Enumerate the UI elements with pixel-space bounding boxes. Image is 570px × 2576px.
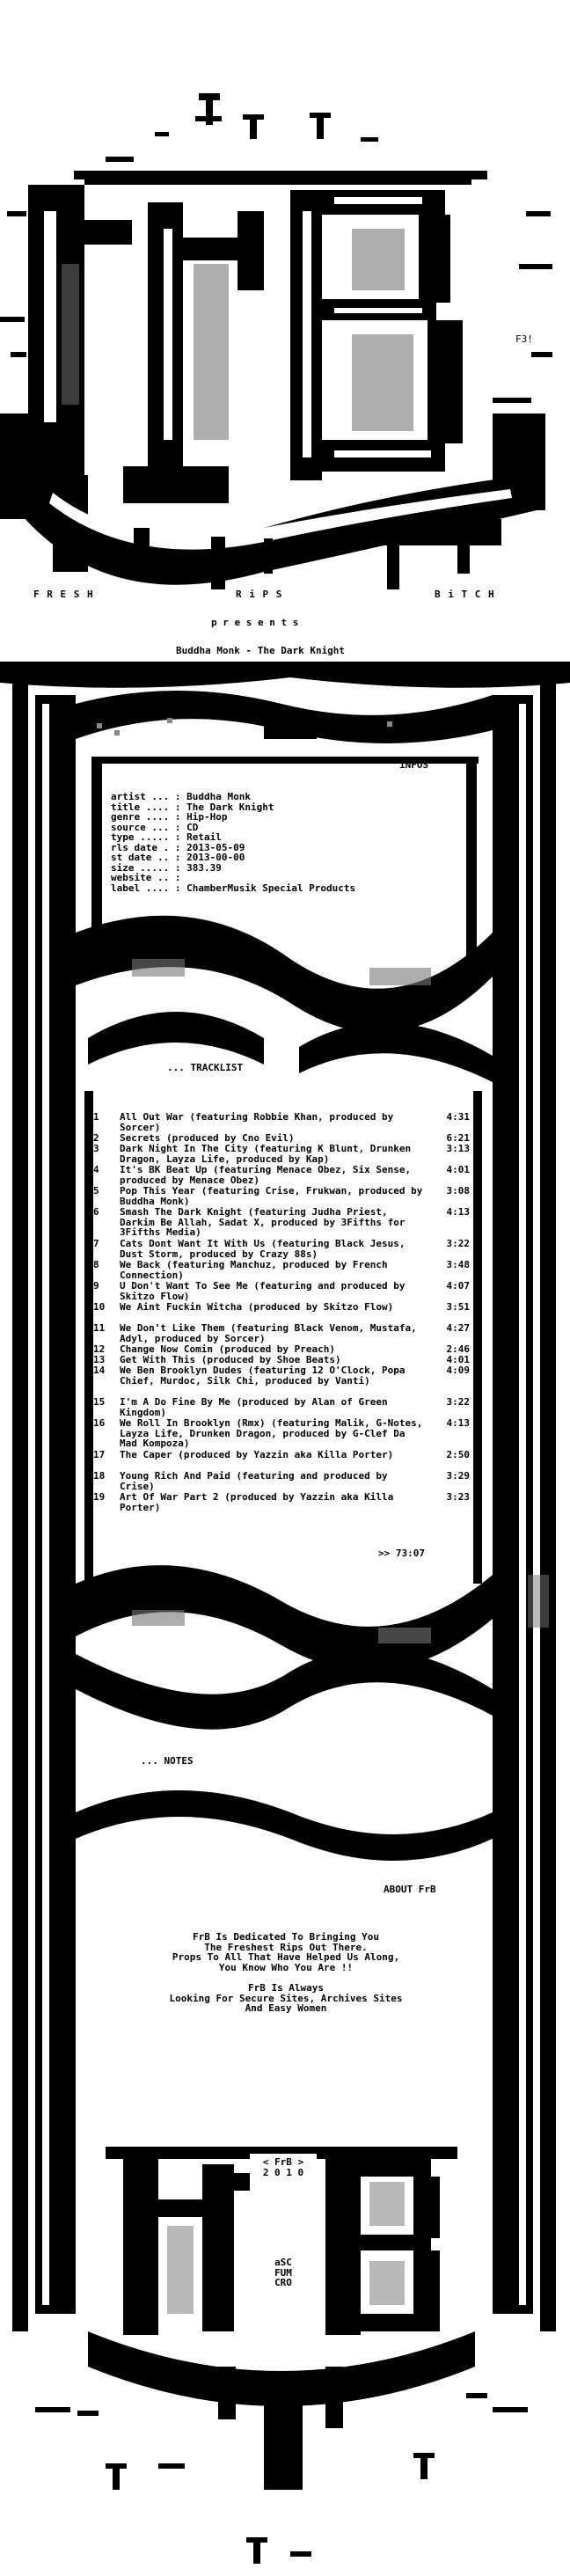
about-line: Props To All That Have Helped Us Along, — [172, 1951, 400, 1963]
swirl-band-tracklist-top — [76, 916, 493, 1082]
about-line: Looking For Secure Sites, Archives Sites — [169, 1992, 403, 2004]
infos-section-label: iNFOS — [399, 759, 429, 771]
infos-table — [111, 792, 463, 893]
track-row: 6 Smash The Dark Knight (featuring Judha Priest, Darkim Be Allah, Sadat X, produced by 3Fifths for 3Fifths Media) 4:13 — [93, 1206, 470, 1238]
track-row: 2 Secrets (produced by Cno Evil) 6:21 — [93, 1132, 470, 1144]
swirl-band-about — [76, 1790, 493, 1861]
info-row-source: source ... : CD — [111, 821, 199, 833]
info-row-title: title .... : The Dark Knight — [111, 801, 274, 813]
about-line: FrB Is Always — [247, 1982, 325, 1994]
track-row: 14 We Ben Brooklyn Dudes (featuring 12 O'Clock, Popa Chief, Murdoc, Silk Chi, produced by Vanti) 4:09 — [93, 1365, 470, 1387]
about-text-dedication — [106, 1932, 466, 1972]
track-row: 18 Young Rich And Paid (featuring and produced by Crise) 3:29 — [93, 1470, 470, 1492]
info-row-size: size ..... : 383.39 — [111, 861, 222, 874]
track-row: 10 We Aint Fuckin Witcha (produced by Skitzo Flow) 3:51 — [93, 1301, 470, 1313]
info-row-rls-date: rls date . : 2013-05-09 — [111, 841, 245, 853]
track-row: 5 Pop This Year (featuring Crise, Frukwan, produced by Buddha Monk) 3:08 — [93, 1185, 470, 1207]
info-row-type: type ..... : Retail — [111, 831, 222, 843]
footer-badge — [250, 2157, 317, 2177]
track-row: 11 We Don't Like Them (featuring Black Venom, Mustafa, Adyl, produced by Sorcer) 4:27 — [93, 1322, 470, 1344]
credit-line: FUM — [274, 2266, 292, 2279]
track-row: 13 Get With This (produced by Shoe Beats) 4:01 — [93, 1354, 470, 1365]
about-section-label: ABOUT FrB — [384, 1884, 436, 1895]
swirl-band-infos-top — [76, 691, 493, 743]
info-row-st-date: st date .. : 2013-00-00 — [111, 852, 245, 863]
top-glyph-cluster — [106, 93, 378, 162]
track-row: 1 All Out War (featuring Robbie Khan, produced by Sorcer) 4:31 — [93, 1111, 470, 1133]
tracklist-section-label: ... TRACKLIST — [167, 1062, 244, 1073]
track-row: 19 Art Of War Part 2 (produced by Yazzin aka Killa Porter) 3:23 — [93, 1491, 470, 1513]
about-line: The Freshest Rips Out There. — [204, 1941, 368, 1953]
info-row-website: website .. : — [111, 872, 181, 883]
info-row-label: label .... : ChamberMusik Special Products — [111, 882, 356, 894]
footer-badge-name: < FrB > — [262, 2156, 304, 2168]
track-row: 16 We Roll In Brooklyn (Rmx) (featuring Malik, G-Notes, Layza Life, Drunken Dragon, produced by G-Clef Da Mad Kompoza) 4:13 — [93, 1417, 470, 1449]
notes-section-label: ... NOTES — [141, 1755, 194, 1767]
bottom-drips — [35, 2367, 528, 2564]
track-row: 17 The Caper (produced by Yazzin aka Killa Porter) 2:50 — [93, 1449, 470, 1460]
track-row: 7 Cats Dont Want It With Us (featuring Black Jesus, Dust Storm, produced by Crazy 88s) 3:22 — [93, 1238, 470, 1260]
track-row: 8 We Back (featuring Manchuz, produced by French Connection) 3:48 — [93, 1259, 470, 1281]
swirl-band-notes-top — [76, 1565, 493, 1730]
presents-label: p r e s e n t s — [211, 617, 299, 628]
tracklist-total-time: >> 73:07 — [378, 1548, 425, 1559]
crew-word-bitch: B i T C H — [435, 589, 495, 600]
about-line: And Easy Women — [245, 2002, 327, 2014]
header-tag: F3! — [515, 333, 533, 345]
about-text-looking-for — [106, 1983, 466, 2014]
credit-line: CRO — [274, 2277, 292, 2288]
about-line: You Know Who You Are !! — [218, 1961, 354, 1973]
footer-artist-credit — [260, 2258, 306, 2288]
about-line: FrB Is Dedicated To Bringing You — [193, 1931, 379, 1943]
crew-word-rips: R i P S — [236, 589, 283, 600]
track-row: 4 It's BK Beat Up (featuring Menace Obez, Six Sense, produced by Menace Obez) 4:01 — [93, 1164, 470, 1186]
footer-badge-year: 2 0 1 0 — [262, 2166, 304, 2178]
crew-word-fresh: F R E S H — [33, 589, 94, 600]
release-title: Buddha Monk - The Dark Knight — [176, 645, 346, 656]
track-row: 15 I'm A Do Fine By Me (produced by Alan of Green Kingdom) 3:22 — [93, 1396, 470, 1418]
track-row: 12 Change Now Comin (produced by Preach) 2:46 — [93, 1343, 470, 1355]
track-row: 3 Dark Night In The City (featuring K Blunt, Drunken Dragon, Layza Life, produced by Kap) 3:13 — [93, 1143, 470, 1165]
info-row-artist: artist ... : Buddha Monk — [111, 791, 251, 802]
credit-line: aSC — [274, 2257, 292, 2268]
track-row: 9 U Don't Want To See Me (featuring and produced by Skitzo Flow) 4:07 — [93, 1280, 470, 1302]
info-row-genre: genre .... : Hip-Hop — [111, 811, 228, 823]
